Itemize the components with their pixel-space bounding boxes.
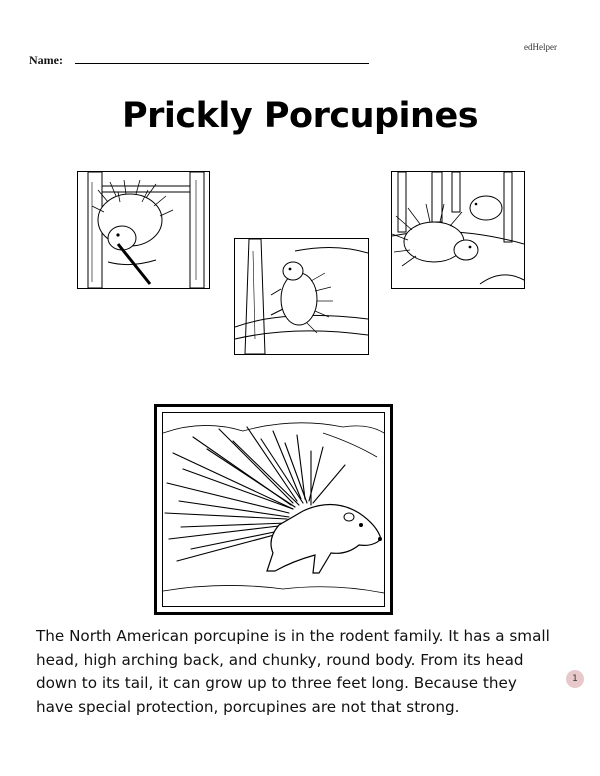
porcupine-fence-illustration [77,171,210,289]
page-number-badge: 1 [566,670,584,688]
brand-label: edHelper [524,42,557,52]
intro-paragraph: The North American porcupine is in the rodent family. It has a small head, high arching back, and chunky, round body. From its head down to its tail, it can grow up to three feet long. Because they have special protection, porcupines are not that strong. [36,627,550,716]
page-title: Prickly Porcupines [121,96,479,136]
porcupines-forest-illustration [391,171,525,289]
name-label: Name: [29,53,63,67]
name-writing-line [75,63,369,64]
porcupine-climbing-illustration [234,238,369,355]
porcupine-main-illustration [162,412,385,607]
porcupine-main-illustration-frame [154,404,393,615]
